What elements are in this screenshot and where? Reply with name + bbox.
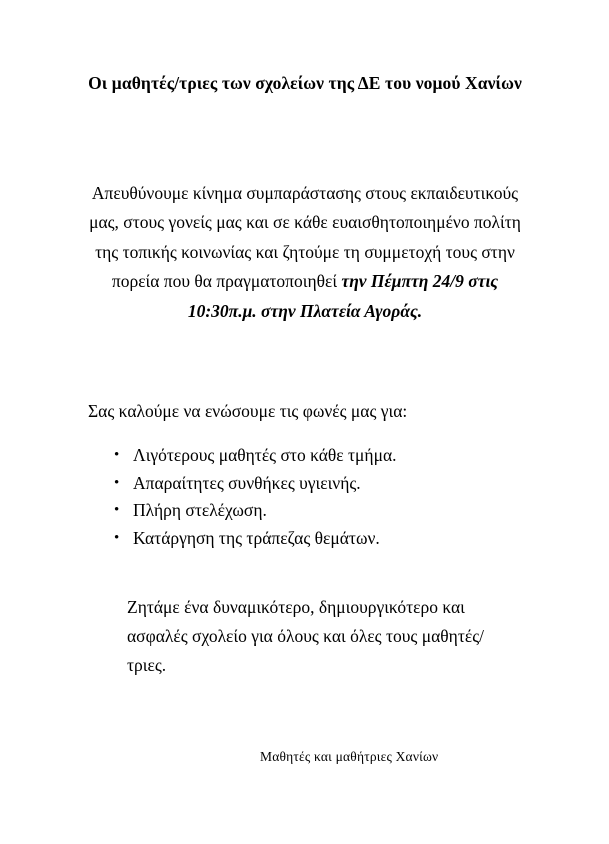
page-title-line-1: Οι μαθητές/τριες των σχολείων της ΔΕ του [88, 72, 412, 93]
list-item-label: Λιγότερους μαθητές στο κάθε τμήμα. [133, 445, 397, 465]
demands-list [110, 442, 530, 552]
list-item-label: Απαραίτητες συνθήκες υγιεινής. [133, 472, 361, 493]
bullet-icon: • [114, 474, 120, 491]
list-item-label: Πλήρη στελέχωση. [133, 500, 267, 520]
signature-line: Μαθητές και μαθήτριες Χανίων [260, 748, 439, 764]
list-item-label: Κατάργηση της τράπεζας θεμάτων. [133, 527, 380, 548]
lead-paragraph-body: Απευθύνουμε κίνημα συμπαράστασης στους εκπαιδευτικούς μας, στους γονείς μας και σε κάθε ευαισθητοποιημένο πολίτη της τοπικής κοινωνίας και ζητούμε τη συμμετοχή τους στην πορεία που θα πραγματοποιηθεί [89, 182, 521, 291]
list-item [110, 470, 530, 498]
page-title [88, 68, 522, 98]
list-item [110, 497, 530, 525]
lead-paragraph-event-emphasis: την Πέμπτη 24/9 στις 10:30π.μ. στην Πλατεία Αγοράς. [187, 271, 499, 321]
list-item [110, 442, 530, 470]
bullet-icon: • [114, 529, 120, 546]
closing-paragraph: Ζητάμε ένα δυναμικότερο, δημιουργικότερο και ασφαλές σχολείο για όλους και όλες τους μαθητές/τριες. [127, 596, 484, 675]
lead-paragraph [80, 179, 530, 327]
bullet-icon: • [114, 447, 120, 463]
page-title-line-2: νομού Χανίων [415, 72, 522, 93]
call-to-action-line: Σας καλούμε να ενώσουμε τις φωνές μας για: [88, 400, 408, 421]
bullet-icon: • [114, 502, 120, 518]
list-item [110, 525, 530, 553]
